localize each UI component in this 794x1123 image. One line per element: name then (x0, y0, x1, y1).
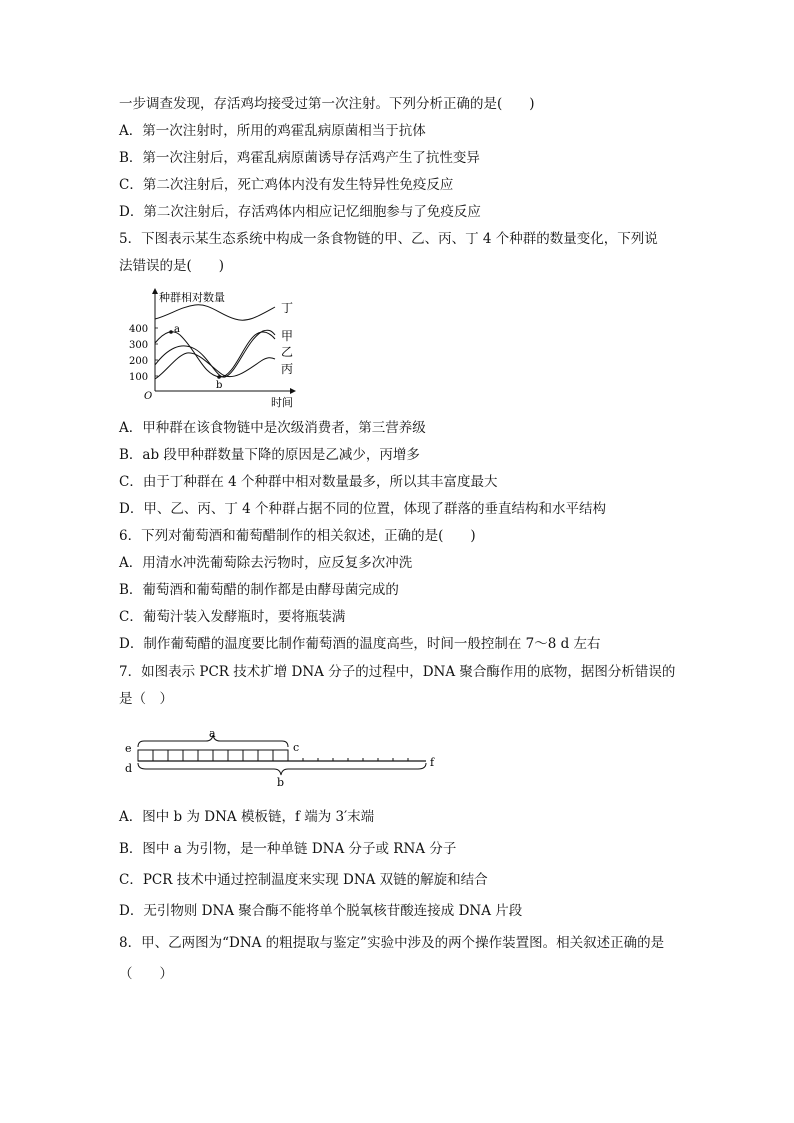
q7-option-d: D．无引物则 DNA 聚合酶不能将单个脱氧核苷酸连接成 DNA 片段 (119, 903, 523, 919)
label-e: e (125, 742, 132, 755)
curve-ding (155, 305, 275, 320)
point-b-label: b (216, 380, 223, 391)
series-label-yi: 乙 (281, 345, 294, 359)
curve-bing (155, 353, 275, 379)
q4-option-c: C．第二次注射后，死亡鸡体内没有发生特异性免疫反应 (119, 177, 454, 193)
label-b: b (277, 776, 285, 789)
y-tick-300: 300 (129, 340, 149, 351)
point-a (169, 330, 173, 334)
primer-segments (153, 750, 273, 761)
q7-stem-line2: 是（ ） (119, 691, 173, 707)
label-a: a (209, 727, 216, 740)
q7-option-a: A．图中 b 为 DNA 模板链，f 端为 3′末端 (119, 809, 375, 825)
q4-option-b: B．第一次注射后，鸡霍乱病原菌诱导存活鸡产生了抗性变异 (119, 150, 480, 166)
q6-option-a: A．用清水冲洗葡萄除去污物时，应反复多次冲洗 (119, 555, 413, 571)
q6-stem: 6．下列对葡萄酒和葡萄醋制作的相关叙述，正确的是( ) (119, 528, 476, 544)
q5-option-d: D．甲、乙、丙、丁 4 个种群占据不同的位置，体现了群落的垂直结构和水平结构 (119, 501, 606, 517)
point-a-label: a (174, 324, 180, 335)
curve-yi (155, 330, 275, 377)
q5-option-b: B．ab 段甲种群数量下降的原因是乙减少，丙增多 (119, 447, 420, 463)
q8-stem-line1: 8．甲、乙两图为“DNA 的粗提取与鉴定”实验中涉及的两个操作装置图。相关叙述正确的是 (119, 935, 665, 951)
label-c: c (293, 741, 300, 754)
population-figure (125, 285, 305, 413)
y-tick-400: 400 (129, 324, 149, 335)
q7-option-b: B．图中 a 为引物，是一种单链 DNA 分子或 RNA 分子 (119, 841, 457, 857)
q5-option-a: A．甲种群在该食物链中是次级消费者，第三营养级 (119, 420, 426, 436)
series-label-ding: 丁 (281, 301, 294, 315)
x-axis-label: 时间 (271, 396, 293, 409)
series-label-bing: 丙 (281, 362, 294, 376)
brace-b (138, 763, 426, 775)
q7-stem-line1: 7．如图表示 PCR 技术扩增 DNA 分子的过程中，DNA 聚合酶作用的底物，据图分析错误的 (119, 664, 676, 680)
q5-stem-line2: 法错误的是( ) (119, 258, 225, 274)
q4-stem: 一步调查发现，存活鸡均接受过第一次注射。下列分析正确的是( ) (119, 96, 535, 112)
series-label-jia: 甲 (281, 329, 294, 343)
y-axis-label: 种群相对数量 (159, 291, 225, 304)
q5-option-c: C．由于丁种群在 4 个种群中相对数量最多，所以其丰富度最大 (119, 474, 498, 490)
q8-stem-line2: （ ） (119, 966, 173, 982)
q6-option-c: C．葡萄汁装入发酵瓶时，要将瓶装满 (119, 609, 346, 625)
q6-option-b: B．葡萄酒和葡萄醋的制作都是由酵母菌完成的 (119, 582, 399, 598)
q5-stem-line1: 5．下图表示某生态系统中构成一条食物链的甲、乙、丙、丁 4 个种群的数量变化，下列说 (119, 231, 658, 247)
label-f: f (430, 756, 435, 769)
q7-option-c: C．PCR 技术中通过控制温度来实现 DNA 双链的解旋和结合 (119, 872, 488, 888)
pcr-figure (120, 725, 450, 790)
origin-label: O (144, 391, 153, 402)
q4-option-d: D．第二次注射后，存活鸡体内相应记忆细胞参与了免疫反应 (119, 204, 481, 220)
y-tick-100: 100 (129, 372, 149, 383)
y-tick-200: 200 (129, 356, 149, 367)
q4-option-a: A．第一次注射时，所用的鸡霍乱病原菌相当于抗体 (119, 123, 426, 139)
point-b (217, 375, 221, 379)
q6-option-d: D．制作葡萄醋的温度要比制作葡萄酒的温度高些，时间一般控制在 7～8 d 左右 (119, 636, 601, 652)
label-d: d (125, 762, 133, 775)
